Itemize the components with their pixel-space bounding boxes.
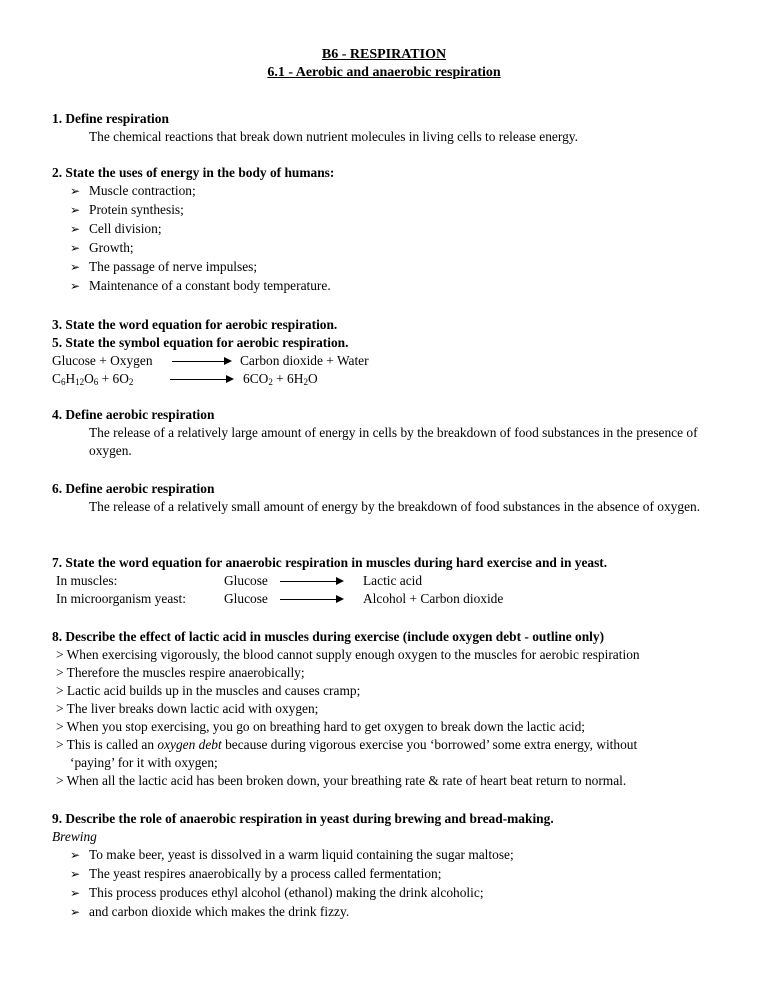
list-item: ➢ and carbon dioxide which makes the drink fizzy. [70, 903, 514, 922]
yeast-equation-arrow [280, 599, 342, 600]
q6-heading: 6. Define aerobic respiration [52, 481, 215, 496]
list-item: ➢ Maintenance of a constant body temperature. [70, 277, 331, 296]
formula-part: O [84, 371, 94, 386]
q8-heading: 8. Describe the effect of lactic acid in muscles during exercise (include oxygen debt - outline only) [52, 629, 605, 644]
page-title: B6 - RESPIRATION [321, 47, 447, 62]
q8-text: because during vigorous exercise you ‘borrowed’ some extra energy, without [221, 737, 638, 752]
yeast-equation-right: Alcohol + Carbon dioxide [363, 591, 504, 606]
formula-part: H [65, 371, 76, 386]
formula-subscript: 12 [75, 377, 85, 387]
formula-part: O [307, 371, 318, 386]
q4-answer: The release of a relatively large amount of energy in cells by the breakdown of food substances in the presence of oxygen. [89, 425, 698, 458]
q4-heading: 4. Define aerobic respiration [52, 407, 215, 422]
muscles-label: In muscles: [56, 573, 118, 588]
formula-subscript: 6 [60, 377, 66, 387]
q8-line: > When you stop exercising, you go on breathing hard to get oxygen to break down the lactic acid; [56, 719, 586, 734]
oxygen-debt-term: oxygen debt [157, 737, 222, 752]
q3-heading: 3. State the word equation for aerobic respiration. [52, 317, 338, 332]
symbol-equation-arrow [170, 379, 232, 380]
q9-list [70, 846, 514, 922]
section-title: 6.1 - Aerobic and anaerobic respiration [267, 65, 501, 80]
list-item: ➢ Protein synthesis; [70, 201, 331, 220]
formula-subscript: 2 [268, 377, 273, 387]
q2-list [70, 182, 331, 296]
q8-line: > When exercising vigorously, the blood cannot supply enough oxygen to the muscles for aerobic respiration [56, 647, 640, 662]
yeast-label: In microorganism yeast: [56, 591, 186, 606]
formula-subscript: 2 [128, 377, 134, 387]
q2-heading: 2. State the uses of energy in the body of humans: [52, 165, 335, 180]
list-item: ➢ Growth; [70, 239, 331, 258]
formula-subscript: 2 [303, 377, 308, 387]
q8-line: > Therefore the muscles respire anaerobically; [56, 665, 305, 680]
q1-heading: 1. Define respiration [52, 111, 169, 126]
formula-part: + 6O [98, 371, 129, 386]
word-equation-right: Carbon dioxide + Water [240, 353, 369, 368]
list-item: ➢ Muscle contraction; [70, 182, 331, 201]
symbol-equation-right [243, 370, 318, 388]
list-item: ➢ Cell division; [70, 220, 331, 239]
list-item: ➢ To make beer, yeast is dissolved in a warm liquid containing the sugar maltose; [70, 846, 514, 865]
word-equation-left: Glucose + Oxygen [52, 353, 153, 368]
formula-part: C [52, 371, 61, 386]
q8-line: ‘paying’ for it with oxygen; [70, 755, 218, 770]
symbol-equation-left [52, 370, 133, 388]
q8-oxygen-debt-line [56, 736, 736, 754]
list-item: ➢ The yeast respires anaerobically by a process called fermentation; [70, 865, 514, 884]
muscles-equation-left: Glucose [224, 573, 268, 588]
formula-subscript: 6 [93, 377, 99, 387]
word-equation-arrow [172, 361, 230, 362]
list-item: ➢ This process produces ethyl alcohol (ethanol) making the drink alcoholic; [70, 884, 514, 903]
muscles-equation-right: Lactic acid [363, 573, 423, 588]
q8-line: > Lactic acid builds up in the muscles and causes cramp; [56, 683, 361, 698]
q9-heading: 9. Describe the role of anaerobic respiration in yeast during brewing and bread-making. [52, 811, 554, 826]
q8-line: > When all the lactic acid has been broken down, your breathing rate & rate of heart beat return to normal. [56, 773, 627, 788]
q5-heading: 5. State the symbol equation for aerobic respiration. [52, 335, 349, 350]
formula-part: 6CO [243, 371, 269, 386]
q8-text: > This is called an [56, 737, 158, 752]
q8-line: > The liver breaks down lactic acid with oxygen; [56, 701, 319, 716]
q1-answer: The chemical reactions that break down nutrient molecules in living cells to release energy. [89, 129, 578, 144]
brewing-subheading: Brewing [52, 829, 97, 844]
list-item: ➢ The passage of nerve impulses; [70, 258, 331, 277]
q6-answer: The release of a relatively small amount of energy by the breakdown of food substances in the absence of oxygen. [89, 499, 701, 514]
q7-heading: 7. State the word equation for anaerobic respiration in muscles during hard exercise and in yeast. [52, 555, 608, 570]
muscles-equation-arrow [280, 581, 342, 582]
yeast-equation-left: Glucose [224, 591, 268, 606]
formula-part: + 6H [272, 371, 304, 386]
